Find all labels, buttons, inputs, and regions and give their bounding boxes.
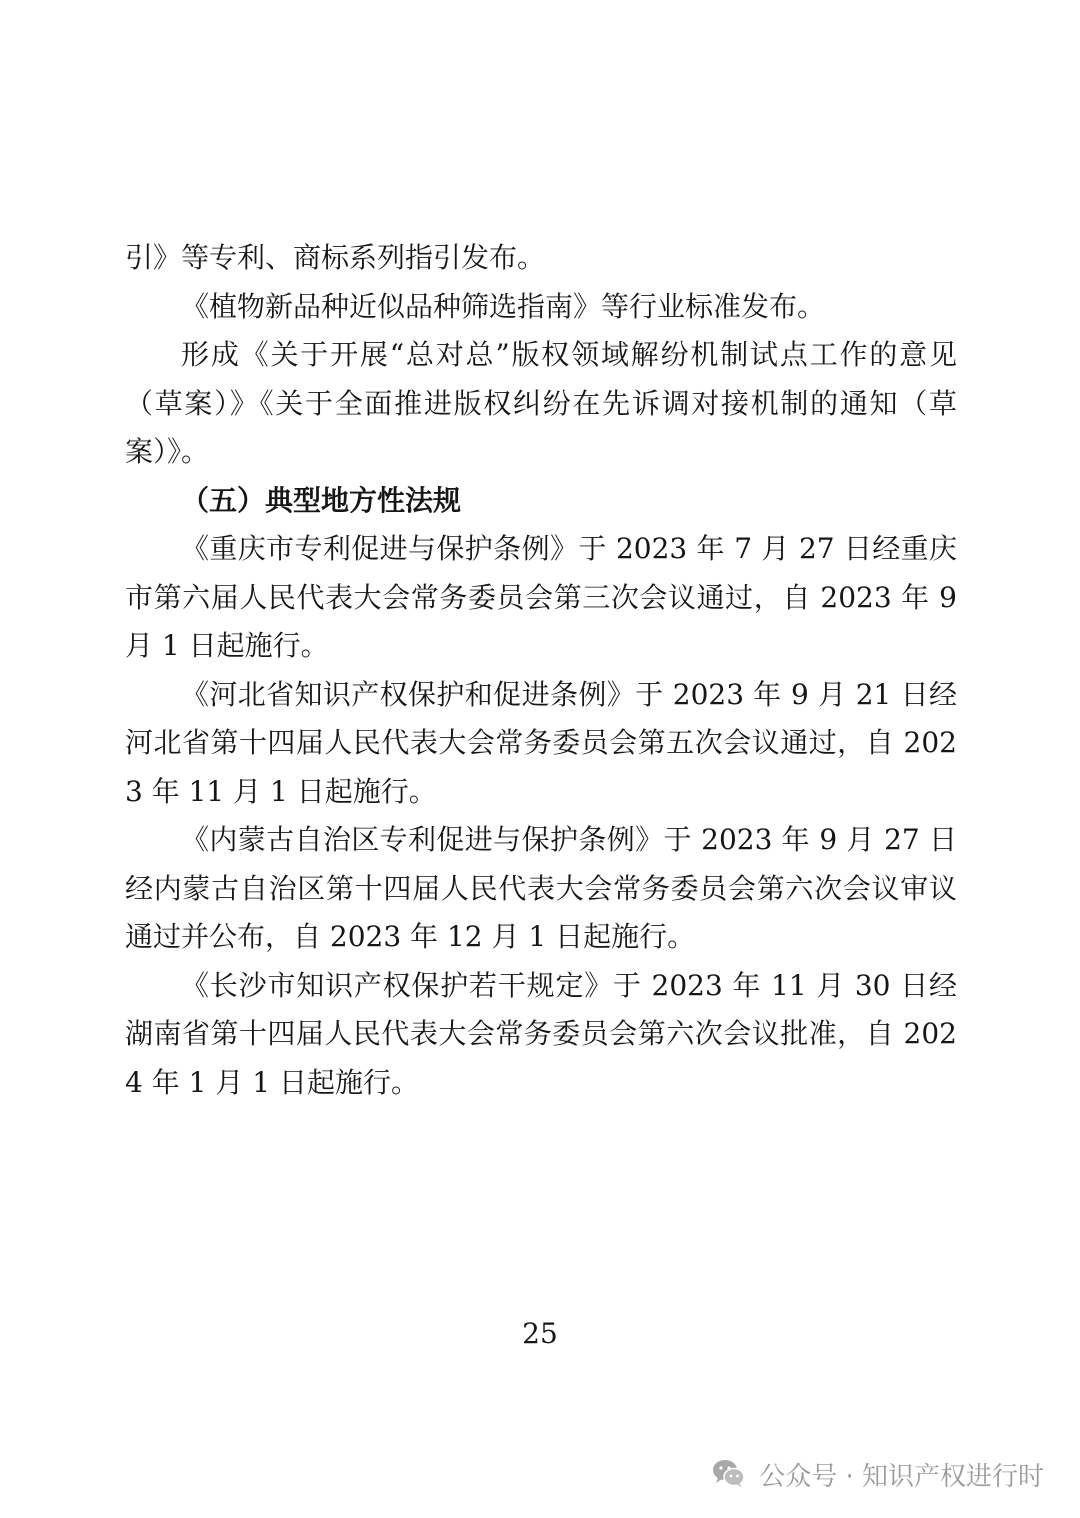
paragraph-inner-mongolia-regulation: 《内蒙古自治区专利促进与保护条例》于 2023 年 9 月 27 日经内蒙古自治区第十四届人民代表大会常务委员会第六次会议审议通过并公布，自 2023 年 12 月 1 日起施行。 [125,823,957,953]
paragraph-chongqing-regulation: 《重庆市专利促进与保护条例》于 2023 年 7 月 27 日经重庆市第六届人民代表大会常务委员会第三次会议通过，自 2023 年 9 月 1 日起施行。 [125,532,957,662]
paragraph-changsha-regulation: 《长沙市知识产权保护若干规定》于 2023 年 11 月 30 日经湖南省第十四届人民代表大会常务委员会第六次会议批准，自 2024 年 1 月 1 日起施行。 [125,968,957,1099]
watermark-text: 公众号 · 知识产权进行时 [759,1461,1044,1492]
paragraph-copyright-opinions: 形成《关于开展“总对总”版权领域解纷机制试点工作的意见（草案）》《关于全面推进版权纠纷在先诉调对接机制的通知（草案）》。 [125,338,957,468]
paragraph-standard: 《植物新品种近似品种筛选指南》等行业标准发布。 [181,289,826,323]
paragraph-continuation: 引》等专利、商标系列指引发布。 [125,241,546,274]
page-number: 25 [522,1317,558,1350]
wechat-icon [711,1456,747,1492]
document-body [125,234,957,1107]
watermark [711,1452,1044,1496]
paragraph-hebei-regulation: 《河北省知识产权保护和促进条例》于 2023 年 9 月 21 日经河北省第十四届人民代表大会常务委员会第五次会议通过，自 2023 年 11 月 1 日起施行。 [125,677,957,808]
section-heading: （五）典型地方性法规 [181,483,462,517]
